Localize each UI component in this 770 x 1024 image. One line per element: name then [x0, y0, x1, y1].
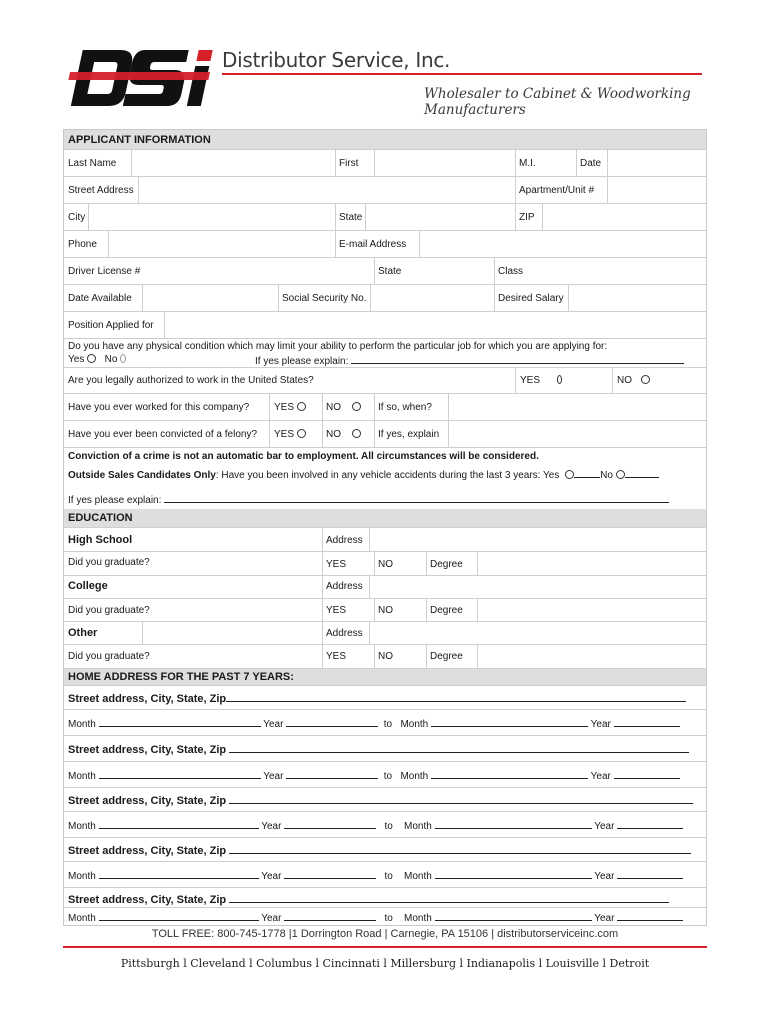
outside-sales-question: : Have you been involved in any vehicle accidents during the last 3 years: Yes: [215, 470, 560, 481]
company-name: Distributor Service, Inc.: [222, 48, 451, 72]
to-year-4-label: Year: [594, 871, 615, 882]
accident-explain-label: If yes please explain:: [68, 495, 162, 506]
phone-field[interactable]: [335, 231, 336, 257]
to-year-4[interactable]: [617, 868, 683, 879]
street-row: [64, 177, 706, 204]
to-year-5[interactable]: [617, 910, 683, 921]
from-month-2-label: Month: [68, 771, 96, 782]
accident-no-label: No: [600, 470, 613, 481]
other-school-label: Other: [68, 627, 98, 639]
license-state-label: State: [378, 266, 402, 277]
felony-explain-field[interactable]: [448, 421, 449, 447]
from-month-4[interactable]: [99, 868, 259, 879]
from-year-3-label: Year: [261, 821, 282, 832]
city-field[interactable]: [335, 204, 336, 230]
to-5-label: to: [384, 913, 393, 924]
dates-5-row: [64, 908, 706, 926]
dates-4-row: [64, 862, 706, 888]
college-graduate-label: Did you graduate?: [68, 605, 150, 616]
to-month-5-label: Month: [404, 913, 432, 924]
first-name-label: First: [339, 158, 359, 169]
address-1-label: Street address, City, State, Zip: [68, 693, 227, 705]
desired-salary-label: Desired Salary: [498, 293, 564, 304]
felony-explain-label: If yes, explain: [378, 429, 440, 440]
footer-rule: [63, 946, 707, 948]
from-year-1[interactable]: [286, 716, 378, 727]
to-year-1-label: Year: [590, 719, 611, 730]
legal-yes-label: YES: [520, 375, 541, 386]
college-no[interactable]: NO: [378, 605, 393, 616]
accident-yes-radio[interactable]: [565, 470, 574, 479]
physical-condition-row: [64, 339, 706, 368]
from-year-3[interactable]: [284, 818, 376, 829]
company-tagline: Wholesaler to Cabinet & Woodworking Manufacturers: [424, 86, 691, 118]
accident-no-radio[interactable]: [616, 470, 625, 479]
worked-no-radio[interactable]: [352, 402, 361, 411]
state-label: State: [339, 212, 363, 223]
from-month-2[interactable]: [99, 768, 261, 779]
high-school-address-label: Address: [326, 535, 363, 546]
from-year-2[interactable]: [286, 768, 378, 779]
to-2-label: to: [383, 771, 393, 782]
city-row: [64, 204, 706, 231]
other-school-address-label: Address: [326, 628, 363, 639]
license-row: [64, 258, 706, 285]
felony-no-label: NO: [326, 429, 341, 440]
to-month-2-label: Month: [400, 771, 429, 782]
ssn-field[interactable]: [494, 285, 495, 311]
other-graduate-row: [64, 645, 706, 669]
name-row: [64, 150, 706, 177]
to-month-2[interactable]: [431, 768, 588, 779]
high-school-graduate-row: [64, 552, 706, 576]
address-4-line[interactable]: [229, 843, 691, 854]
section-home-address: [64, 669, 706, 686]
section-applicant-information: [64, 130, 706, 150]
high-school-label: High School: [68, 534, 133, 546]
date-available-field[interactable]: [278, 285, 279, 311]
dsi-logo: [66, 44, 218, 112]
felony-row: [64, 421, 706, 448]
to-month-1[interactable]: [431, 716, 588, 727]
legal-no-label: NO: [617, 375, 632, 386]
felony-yes-label: YES: [274, 429, 295, 440]
position-row: [64, 312, 706, 339]
street-address-field[interactable]: [515, 177, 516, 203]
driver-license-label: Driver License #: [68, 266, 141, 277]
high-school-row: [64, 528, 706, 552]
to-year-3[interactable]: [617, 818, 683, 829]
license-class-label: Class: [498, 266, 524, 277]
if-so-when-label: If so, when?: [378, 402, 432, 413]
from-month-1[interactable]: [99, 716, 261, 727]
phone-row: [64, 231, 706, 258]
college-graduate-row: [64, 599, 706, 622]
worked-before-question: Have you ever worked for this company?: [68, 402, 250, 413]
other-no[interactable]: NO: [378, 651, 393, 662]
legal-no-radio[interactable]: [641, 375, 650, 384]
if-so-when-field[interactable]: [448, 394, 449, 420]
to-year-2-label: Year: [590, 771, 611, 782]
address-2-label: Street address, City, State, Zip: [68, 744, 227, 756]
high-school-field[interactable]: [322, 528, 323, 551]
to-month-3-label: Month: [404, 821, 432, 832]
college-row: [64, 576, 706, 599]
to-month-3[interactable]: [435, 818, 592, 829]
from-month-5[interactable]: [99, 910, 259, 921]
high-school-graduate-label: Did you graduate?: [68, 557, 150, 568]
dates-1-row: [64, 710, 706, 736]
home-address-title: HOME ADDRESS FOR THE PAST 7 YEARS:: [68, 671, 294, 683]
legal-yes-radio[interactable]: [557, 375, 562, 384]
date-available-label: Date Available: [68, 293, 132, 304]
physical-yes-radio[interactable]: [87, 354, 96, 363]
address-5-line[interactable]: [229, 892, 669, 903]
college-field[interactable]: [322, 576, 323, 598]
to-3-label: to: [384, 821, 393, 832]
dates-2-row: [64, 762, 706, 788]
phone-label: Phone: [68, 239, 97, 250]
conviction-note: Conviction of a crime is not an automatic bar to employment. All circumstances will be considered.: [68, 451, 539, 462]
position-applied-label: Position Applied for: [68, 320, 154, 331]
address-3-line[interactable]: [229, 793, 693, 804]
legal-authorization-row: [64, 368, 706, 394]
address-2-line[interactable]: [229, 742, 689, 753]
from-month-5-label: Month: [68, 913, 96, 924]
branch-cities: Pittsburgh l Cleveland l Columbus l Cincinnati l Millersburg l Indianapolis l Louisville l Detroit: [120, 957, 650, 970]
zip-label: ZIP: [519, 212, 535, 223]
contact-footer: TOLL FREE: 800-745-1778 |1 Dorrington Road | Carnegie, PA 15106 | distributorserviceinc.com: [151, 928, 619, 940]
mi-label: M.I.: [519, 158, 536, 169]
section-title: APPLICANT INFORMATION: [68, 134, 211, 146]
worked-yes-label: YES: [274, 402, 295, 413]
date-label: Date: [580, 158, 602, 169]
address-3-label: Street address, City, State, Zip: [68, 795, 227, 807]
dates-3-row: [64, 812, 706, 838]
other-yes[interactable]: YES: [326, 651, 347, 662]
other-graduate-label: Did you graduate?: [68, 651, 150, 662]
from-year-5-label: Year: [261, 913, 282, 924]
from-month-3[interactable]: [99, 818, 259, 829]
section-education: [64, 509, 706, 528]
education-title: EDUCATION: [68, 512, 133, 524]
from-year-4-label: Year: [261, 871, 282, 882]
worked-yes-radio[interactable]: [297, 402, 306, 411]
physical-condition-question: Do you have any physical condition which may limit your ability to perform the particular job for which you are applying for:: [68, 341, 608, 352]
address-1-line[interactable]: [226, 691, 686, 702]
apartment-label: Apartment/Unit #: [519, 185, 595, 196]
physical-yes-label: Yes: [68, 354, 85, 365]
outside-sales-label: Outside Sales Candidates Only: [68, 470, 216, 481]
position-field[interactable]: [164, 312, 165, 338]
address-4-label: Street address, City, State, Zip: [68, 845, 227, 857]
conviction-notes: [64, 448, 706, 508]
to-year-1[interactable]: [614, 716, 680, 727]
worked-before-row: [64, 394, 706, 421]
other-school-row: [64, 622, 706, 645]
high-school-degree-label: Degree: [430, 559, 463, 570]
physical-no-label: No: [104, 354, 118, 365]
high-school-no[interactable]: NO: [378, 559, 393, 570]
to-year-5-label: Year: [594, 913, 615, 924]
last-name-field[interactable]: [335, 150, 336, 176]
to-year-2[interactable]: [614, 768, 680, 779]
address-1-row: [64, 686, 706, 710]
ssn-label: Social Security No.: [282, 293, 367, 304]
address-3-row: [64, 788, 706, 812]
college-address-label: Address: [326, 581, 363, 592]
application-form: [63, 129, 707, 926]
to-1-label: to: [383, 719, 393, 730]
accident-explain-line[interactable]: [164, 492, 669, 503]
college-label: College: [68, 580, 108, 592]
street-address-label: Street Address: [68, 185, 134, 196]
address-5-row: [64, 888, 706, 908]
city-label: City: [68, 212, 86, 223]
to-month-4-label: Month: [404, 871, 432, 882]
physical-no-radio[interactable]: [120, 354, 126, 363]
address-5-label: Street address, City, State, Zip: [68, 894, 227, 906]
worked-no-label: NO: [326, 402, 341, 413]
physical-explain-label: If yes please explain:: [255, 356, 349, 367]
high-school-yes[interactable]: YES: [326, 559, 347, 570]
address-4-row: [64, 838, 706, 862]
driver-license-field[interactable]: [374, 258, 375, 284]
from-year-1-label: Year: [263, 719, 284, 730]
from-month-3-label: Month: [68, 821, 96, 832]
felony-yes-radio[interactable]: [297, 429, 306, 438]
availability-row: [64, 285, 706, 312]
from-month-4-label: Month: [68, 871, 96, 882]
header-rule: [222, 73, 702, 75]
email-label: E-mail Address: [339, 239, 407, 250]
last-name-label: Last Name: [68, 158, 117, 169]
to-month-5[interactable]: [435, 910, 592, 921]
from-year-2-label: Year: [263, 771, 284, 782]
college-yes[interactable]: YES: [326, 605, 347, 616]
to-4-label: to: [384, 871, 393, 882]
from-month-1-label: Month: [68, 719, 96, 730]
legal-authorization-question: Are you legally authorized to work in the United States?: [68, 375, 314, 386]
logo-text: DSi: [66, 44, 68, 45]
physical-explain-line[interactable]: [351, 353, 684, 364]
felony-no-radio[interactable]: [352, 429, 361, 438]
address-2-row: [64, 736, 706, 762]
college-degree-label: Degree: [430, 605, 463, 616]
to-year-3-label: Year: [594, 821, 615, 832]
to-month-4[interactable]: [435, 868, 592, 879]
from-year-4[interactable]: [284, 868, 376, 879]
other-degree-label: Degree: [430, 651, 463, 662]
to-month-1-label: Month: [400, 719, 429, 730]
other-school-field[interactable]: [322, 622, 323, 644]
from-year-5[interactable]: [284, 910, 376, 921]
felony-question: Have you ever been convicted of a felony?: [68, 429, 258, 440]
